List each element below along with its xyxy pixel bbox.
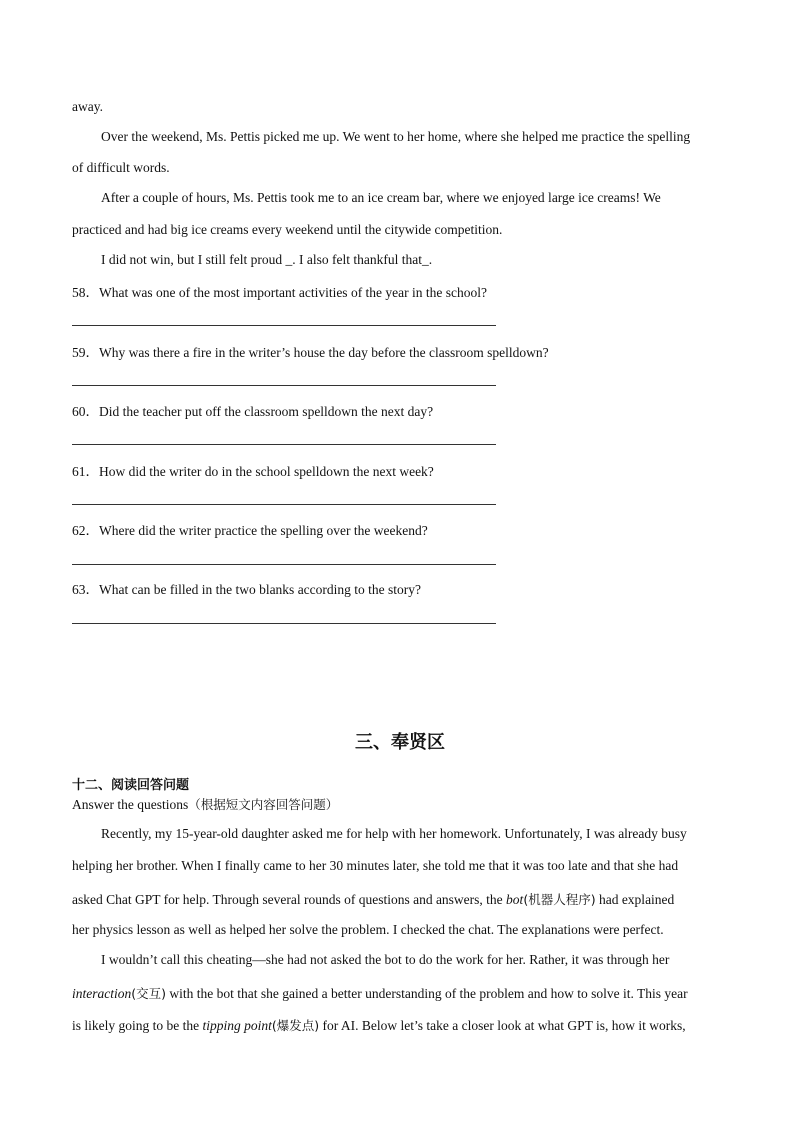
section-title: 三、奉贤区 bbox=[355, 732, 445, 753]
answer-line-60[interactable] bbox=[72, 444, 496, 445]
text-run: is likely going to be the bbox=[72, 1018, 203, 1033]
answer-line-58[interactable] bbox=[72, 325, 496, 326]
passage-line: I did not win, but I still felt proud _. I also felt thankful that_. bbox=[101, 252, 433, 267]
question-59: 59．Why was there a fire in the writer’s house the day before the classroom spelldown? bbox=[72, 345, 549, 360]
passage-line: After a couple of hours, Ms. Pettis took me to an ice cream bar, where we enjoyed large ice creams! We bbox=[101, 190, 661, 205]
answer-line-61[interactable] bbox=[72, 504, 496, 505]
section-subheading: 十二、阅读回答问题 bbox=[72, 778, 190, 793]
passage2-line bbox=[72, 984, 688, 1002]
passage2-line: I wouldn’t call this cheating—she had not asked the bot to do the work for her. Rather, it was through her bbox=[101, 952, 670, 967]
glossed-word-bot: bot bbox=[506, 892, 524, 907]
passage2-line: her physics lesson as well as helped her solve the problem. I checked the chat. The explanations were perfect. bbox=[72, 922, 664, 937]
instruction bbox=[72, 795, 338, 813]
answer-line-62[interactable] bbox=[72, 564, 496, 565]
text-run: had explained bbox=[595, 892, 675, 907]
glossed-word-tipping-point: tipping point bbox=[202, 1018, 272, 1033]
instruction-cn: （根据短文内容回答问题） bbox=[188, 797, 339, 812]
question-61: 61．How did the writer do in the school spelldown the next week? bbox=[72, 464, 434, 479]
gloss-cn: (机器人程序) bbox=[523, 892, 596, 907]
question-63: 63．What can be filled in the two blanks according to the story? bbox=[72, 582, 422, 597]
glossed-word-interaction: interaction bbox=[72, 986, 132, 1001]
question-60: 60．Did the teacher put off the classroom spelldown the next day? bbox=[72, 404, 434, 419]
text-run: with the bot that she gained a better understanding of the problem and how to solve it. This year bbox=[166, 986, 688, 1001]
question-58: 58．What was one of the most important activities of the year in the school? bbox=[72, 285, 488, 300]
passage-line: away. bbox=[72, 99, 103, 114]
answer-line-63[interactable] bbox=[72, 623, 496, 624]
passage2-line: Recently, my 15-year-old daughter asked me for help with her homework. Unfortunately, I was already busy bbox=[101, 826, 687, 841]
passage-line: of difficult words. bbox=[72, 160, 170, 175]
gloss-cn: (爆发点) bbox=[271, 1018, 320, 1033]
gloss-cn: (交互) bbox=[131, 986, 167, 1001]
passage2-line bbox=[72, 1016, 686, 1034]
passage2-line: helping her brother. When I finally came to her 30 minutes later, she told me that it was too late and that she had bbox=[72, 858, 679, 873]
passage-line: practiced and had big ice creams every weekend until the citywide competition. bbox=[72, 222, 503, 237]
question-62: 62．Where did the writer practice the spelling over the weekend? bbox=[72, 523, 428, 538]
instruction-en: Answer the questions bbox=[72, 797, 189, 812]
passage2-line bbox=[72, 890, 674, 908]
text-run: for AI. Below let’s take a closer look at what GPT is, how it works, bbox=[319, 1018, 686, 1033]
passage-line: Over the weekend, Ms. Pettis picked me up. We went to her home, where she helped me practice the spelling bbox=[101, 129, 691, 144]
answer-line-59[interactable] bbox=[72, 385, 496, 386]
text-run: asked Chat GPT for help. Through several rounds of questions and answers, the bbox=[72, 892, 507, 907]
